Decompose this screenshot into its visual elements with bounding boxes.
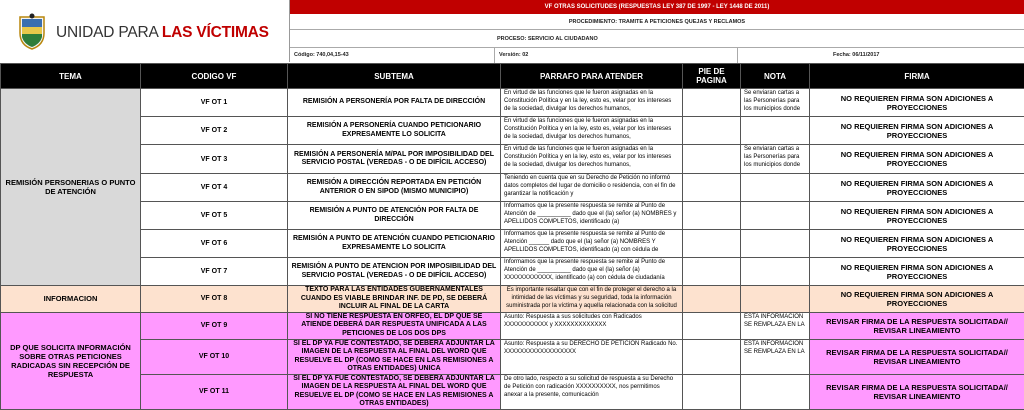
nota-cell[interactable]: [741, 286, 810, 313]
parrafo-text: Teniendo en cuenta que en su Derecho de Petición no informó datos completos del lugar de domicilio o residencia, con el fin de garantizar la notificación y: [504, 174, 679, 198]
firma-cell[interactable]: NO REQUIEREN FIRMA SON ADICIONES A PROYECCIONES: [810, 117, 1024, 145]
subtema-cell[interactable]: REMISIÓN A PERSONERÍA M/PAL POR IMPOSIBILIDAD DEL SERVICIO POSTAL (VEREDAS - O DE DIFÍCIL ACCESO): [288, 145, 501, 174]
firma-cell[interactable]: NO REQUIEREN FIRMA SON ADICIONES A PROYECCIONES: [810, 230, 1024, 258]
codigo-cell[interactable]: VF OT 2: [141, 117, 288, 145]
codigo-cell[interactable]: VF OT 4: [141, 174, 288, 202]
pie-de-pagina-cell[interactable]: [683, 89, 741, 117]
nota-text: [744, 258, 806, 282]
tema-dp-cell[interactable]: DP QUE SOLICITA INFORMACIÓN SOBRE OTRAS PETICIONES RADICADAS SIN RECEPCIÓN DE RESPUESTA: [1, 312, 141, 409]
table-row[interactable]: [1, 286, 1024, 313]
firma-cell[interactable]: NO REQUIEREN FIRMA SON ADICIONES A PROYECCIONES: [810, 202, 1024, 230]
parrafo-cell[interactable]: [501, 174, 683, 202]
fecha-text: Fecha: 06/11/2017: [833, 52, 879, 58]
firma-cell[interactable]: NO REQUIEREN FIRMA SON ADICIONES A PROYECCIONES: [810, 89, 1024, 117]
subtema-cell[interactable]: REMISIÓN A PUNTO DE ATENCIÓN CUANDO PETICIONARIO EXPRESAMENTE LO SOLICITA: [288, 230, 501, 258]
column-header-parrafo: PARRAFO PARA ATENDER: [501, 64, 683, 89]
codigo-text: Código: 740,04,15-43: [294, 52, 349, 58]
nota-cell[interactable]: [741, 230, 810, 258]
nota-cell[interactable]: [741, 117, 810, 145]
tema-remision-cell[interactable]: REMISIÓN PERSONERIAS O PUNTO DE ATENCIÓN: [1, 89, 141, 286]
codigo-cell[interactable]: VF OT 7: [141, 258, 288, 286]
subtema-cell[interactable]: REMISIÓN A PUNTO DE ATENCIÓN POR FALTA DE DIRECCIÓN: [288, 202, 501, 230]
document-title: VF OTRAS SOLICITUDES (RESPUESTAS LEY 387 DE 1997 - LEY 1448 DE 2011): [545, 4, 770, 10]
fecha-cell: [738, 48, 1024, 63]
table-row[interactable]: [1, 89, 1024, 117]
parrafo-text: Informamos que la presente respuesta se remite al Punto de Atención de __________ dado que el (la) señor (a) NOMBRES y APELLIDOS COMPLETOS, identificado (a): [504, 202, 679, 226]
nota-text: [744, 117, 806, 141]
pie-de-pagina-cell[interactable]: [683, 202, 741, 230]
table-row[interactable]: [1, 258, 1024, 286]
nota-cell[interactable]: [741, 174, 810, 202]
firma-cell[interactable]: NO REQUIEREN FIRMA SON ADICIONES A PROYECCIONES: [810, 286, 1024, 313]
version-text: Versión: 02: [499, 52, 528, 58]
parrafo-text: Asunto: Respuesta a sus solicitudes con Radicados XXXXXXXXXXX y XXXXXXXXXXXXX: [504, 313, 679, 337]
nota-cell[interactable]: [741, 145, 810, 174]
nota-cell[interactable]: [741, 258, 810, 286]
pie-de-pagina-cell[interactable]: [683, 374, 741, 409]
table-row[interactable]: [1, 174, 1024, 202]
firma-cell[interactable]: REVISAR FIRMA DE LA RESPUESTA SOLICITADA// REVISAR LINEAMIENTO: [810, 374, 1024, 409]
subtema-cell[interactable]: TEXTO PARA LAS ENTIDADES GUBERNAMENTALES CUANDO ES VIABLE BRINDAR INF. DE PD, SE DEBERÁ INCLUIR AL FINAL DE LA CARTA: [288, 286, 501, 313]
nota-text: [744, 202, 806, 226]
vf-table: [0, 63, 1024, 410]
nota-cell[interactable]: [741, 339, 810, 374]
pie-de-pagina-cell[interactable]: [683, 286, 741, 313]
nota-cell[interactable]: [741, 202, 810, 230]
parrafo-cell[interactable]: [501, 258, 683, 286]
nota-text: ESTA INFORMACION SE REMPLAZA EN LA: [744, 313, 806, 337]
codigo-cell[interactable]: VF OT 5: [141, 202, 288, 230]
parrafo-cell[interactable]: [501, 230, 683, 258]
firma-cell[interactable]: REVISAR FIRMA DE LA RESPUESTA SOLICITADA// REVISAR LINEAMIENTO: [810, 312, 1024, 339]
parrafo-cell[interactable]: [501, 286, 683, 313]
nota-cell[interactable]: [741, 312, 810, 339]
firma-cell[interactable]: NO REQUIEREN FIRMA SON ADICIONES A PROYECCIONES: [810, 145, 1024, 174]
subtema-cell[interactable]: SI EL DP YA FUE CONTESTADO, SE DEBERÁ ADJUNTAR LA IMAGEN DE LA RESPUESTA AL FINAL DEL WORD QUE RESUELVE EL DP (COMO SE HACE EN LAS REMISIONES A OTRAS ENTIDADES) UNICA: [288, 339, 501, 374]
subtema-cell[interactable]: SI NO TIENE RESPUESTA EN ORFEO, EL DP QUE SE ATIENDE DEBERÁ DAR RESPUESTA UNIFICADA A LAS PETICIONES DE LOS DOS DPS: [288, 312, 501, 339]
parrafo-text: Informamos que la presente respuesta se remite al Punto de Atención ______ dado que el (la) señor (a) NOMBRES Y APELLIDOS COMPLETOS, identificado (a) con cédula de: [504, 230, 679, 254]
pie-de-pagina-cell[interactable]: [683, 174, 741, 202]
firma-cell[interactable]: NO REQUIEREN FIRMA SON ADICIONES A PROYECCIONES: [810, 174, 1024, 202]
logo-text: [56, 24, 269, 42]
codigo-cell[interactable]: VF OT 10: [141, 339, 288, 374]
codigo-cell[interactable]: VF OT 1: [141, 89, 288, 117]
parrafo-cell[interactable]: [501, 312, 683, 339]
table-header-row: [1, 64, 1024, 89]
logo-text-prefix: UNIDAD PARA: [56, 24, 162, 41]
nota-text: [744, 174, 806, 198]
parrafo-cell[interactable]: [501, 145, 683, 174]
nota-text: [744, 375, 806, 399]
subtema-cell[interactable]: REMISIÓN A PERSONERÍA POR FALTA DE DIRECCIÓN: [288, 89, 501, 117]
pie-de-pagina-cell[interactable]: [683, 145, 741, 174]
column-header-codigo: CODIGO VF: [141, 64, 288, 89]
parrafo-text: Asunto: Respuesta a su DERECHO DE PETICIÓN Radicado No. XXXXXXXXXXXXXXXXXX: [504, 340, 679, 364]
nota-text: ESTA INFORMACION SE REMPLAZA EN LA: [744, 340, 806, 364]
logo-text-bold: LAS VÍCTIMAS: [162, 24, 269, 41]
nota-text: [744, 286, 806, 310]
codigo-cell[interactable]: VF OT 11: [141, 374, 288, 409]
nota-cell[interactable]: [741, 89, 810, 117]
parrafo-text: Es importante resaltar que con el fin de proteger el derecho a la intimidad de las víctimas y su seguridad, toda la información suministrada por la víctima y aquella relacionada con la solicitud: [504, 286, 679, 310]
subtema-cell[interactable]: SI EL DP YA FUE CONTESTADO, SE DEBERÁ ADJUNTAR LA IMAGEN DE LA RESPUESTA AL FINAL DEL WORD QUE RESUELVE EL DP (COMO SE HACE EN LAS REMISIONES A OTRAS ENTIDADES): [288, 374, 501, 409]
table-row[interactable]: [1, 117, 1024, 145]
parrafo-cell[interactable]: [501, 202, 683, 230]
firma-cell[interactable]: REVISAR FIRMA DE LA RESPUESTA SOLICITADA// REVISAR LINEAMIENTO: [810, 339, 1024, 374]
nota-text: Se enviaran cartas a las Personerías para los municipios donde: [744, 89, 806, 113]
proceso-cell: [290, 30, 1024, 48]
nota-text: [744, 230, 806, 254]
codigo-cell[interactable]: VF OT 6: [141, 230, 288, 258]
parrafo-cell[interactable]: [501, 89, 683, 117]
version-cell: [495, 48, 738, 63]
column-header-pie-de-pagina: PIE DE PAGINA: [683, 64, 741, 89]
colombia-coat-of-arms-icon: [16, 13, 48, 51]
parrafo-text: En virtud de las funciones que le fueron asignadas en la Constitución Política y en la ley, esto es, velar por los intereses de la sociedad, divulgar los derechos humanos,: [504, 145, 679, 169]
pie-de-pagina-cell[interactable]: [683, 258, 741, 286]
document-title-bar: [290, 0, 1024, 14]
parrafo-text: En virtud de las funciones que le fueron asignadas en la Constitución Política y en la ley, esto es, velar por los intereses de la sociedad, divulgar los derechos humanos,: [504, 89, 679, 113]
column-header-subtema: SUBTEMA: [288, 64, 501, 89]
subtema-cell[interactable]: REMISIÓN A PERSONERÍA CUANDO PETICIONARIO EXPRESAMENTE LO SOLICITA: [288, 117, 501, 145]
codigo-cell[interactable]: VF OT 9: [141, 312, 288, 339]
codigo-cell[interactable]: VF OT 8: [141, 286, 288, 313]
nota-text: Se enviaran cartas a las Personerías para los municipios donde: [744, 145, 806, 169]
table-row[interactable]: [1, 339, 1024, 374]
column-header-firma: FIRMA: [810, 64, 1024, 89]
codigo-cell: [290, 48, 495, 63]
parrafo-text: En virtud de las funciones que le fueron asignadas en la Constitución Política y en la ley, esto es, velar por los intereses de la sociedad, divulgar los derechos humanos,: [504, 117, 679, 141]
parrafo-cell[interactable]: [501, 117, 683, 145]
column-header-tema: TEMA: [1, 64, 141, 89]
pie-de-pagina-cell[interactable]: [683, 117, 741, 145]
parrafo-text: De otro lado, respecto a su solicitud de respuesta a su Derecho de Petición con radicación XXXXXXXXXX, nos permitimos anexar a la presente, comunicación: [504, 375, 679, 399]
logo-area: [0, 0, 290, 62]
parrafo-text: Informamos que la presente respuesta se remite al Punto de Atención de __________ dado que el (la) señor (a) XXXXXXXXXXXX, identificado (a) con cédula de ciudadanía: [504, 258, 679, 282]
table-row[interactable]: [1, 202, 1024, 230]
parrafo-cell[interactable]: [501, 339, 683, 374]
table-row[interactable]: [1, 230, 1024, 258]
subtema-cell[interactable]: REMISIÓN A DIRECCIÓN REPORTADA EN PETICIÓN ANTERIOR O EN SIPOD (MISMO MUNICIPIO): [288, 174, 501, 202]
pie-de-pagina-cell[interactable]: [683, 312, 741, 339]
column-header-nota: NOTA: [741, 64, 810, 89]
proceso-text: PROCESO: SERVICIO AL CIUDADANO: [497, 36, 598, 42]
firma-cell[interactable]: NO REQUIEREN FIRMA SON ADICIONES A PROYECCIONES: [810, 258, 1024, 286]
procedimiento-cell: [290, 14, 1024, 30]
pie-de-pagina-cell[interactable]: [683, 230, 741, 258]
procedimiento-text: PROCEDIMIENTO: TRAMITE A PETICIONES QUEJAS Y RECLAMOS: [569, 19, 745, 25]
codigo-cell[interactable]: VF OT 3: [141, 145, 288, 174]
table-row[interactable]: [1, 374, 1024, 409]
table-row[interactable]: [1, 145, 1024, 174]
table-row[interactable]: [1, 312, 1024, 339]
nota-cell[interactable]: [741, 374, 810, 409]
pie-de-pagina-cell[interactable]: [683, 339, 741, 374]
parrafo-cell[interactable]: [501, 374, 683, 409]
subtema-cell[interactable]: REMISIÓN A PUNTO DE ATENCION POR IMPOSIBILIDAD DEL SERVICIO POSTAL (VEREDAS - O DE DIFÍCIL ACCESO): [288, 258, 501, 286]
tema-informacion-cell[interactable]: INFORMACION: [1, 286, 141, 313]
